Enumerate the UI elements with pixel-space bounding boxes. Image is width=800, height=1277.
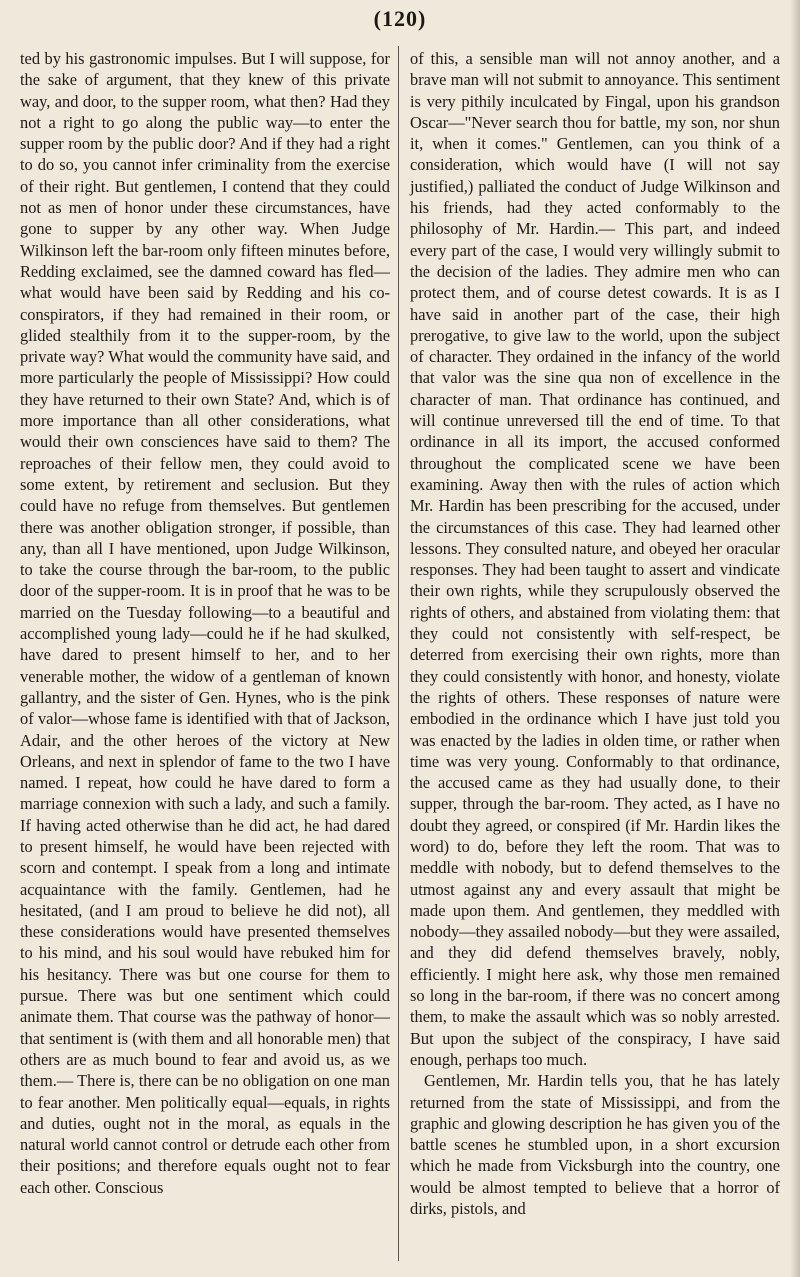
right-paragraph-1: of this, a sensible man will not annoy another, and a brave man will not submit to annoyance. This sentiment is very pithily inculcated by Fingal, upon his grandson Oscar—"Never search thou for battle, my son, nor shun it, when it comes." Gentlemen, can you think of a consideration, which would have (I will not say justified,) palliated the conduct of Judge Wilkinson and his friends, had they acted conformably to the philosophy of Mr. Hardin.— This part, and indeed every part of the case, I would very willingly submit to the decision of the ladies. They admire men who can protect them, and of course detest cowards. It is as I have said in another part of the case, their high prerogative, to give law to the world, upon the subject of character. They ordained in the infancy of the world that valor was the sine qua non of excellence in the character of man. That ordinance has continued, and will continue unreversed till the end of time. To that ordinance in all its import, the accused conformed throughout the complicated scene we have been examining. Away then with the rules of action which Mr. Hardin has been prescribing for the accused, under the circumstances of this case. They had learned other lessons. They consulted nature, and obeyed her oracular responses. They had been taught to assert and vindicate their own rights, while they scrupulously observed the rights of others, and abstained from violating them: that they could not consistently with self-respect, be deterred from exercising their own rights, more than they could consistently with honor, and honesty, violate the rights of others. These responses of nature were embodied in the ordinance which I have just told you was enacted by the ladies in olden time, or rather when time was very young. Conformably to that ordinance, the accused came as they had usually done, to their supper, through the bar-room. They acted, as I have no doubt they agreed, or conspired (if Mr. Hardin likes the word) to do, before they left the room. That was to meddle with nobody, but to defend themselves to the utmost against any and every assault that might be made upon them. And gentlemen, they meddled with nobody—they assailed nobody—but they were assailed, and they did defend themselves bravely, nobly, efficiently. I might here ask, why those men remained so long in the bar-room, if there was no concert among them, to make the assault which was so nobly arrested. But upon the subject of the conspiracy, I have said enough, perhaps too much.: [410, 49, 780, 1069]
left-column: [20, 48, 390, 1198]
left-paragraph-1: ted by his gastronomic impulses. But I will suppose, for the sake of argument, that they knew of this private way, and door, to the supper room, what then? Had they not a right to go along the public way—to enter the supper room by the public door? And if they had a right to do so, you cannot infer criminality from the exercise of their right. But gentlemen, I contend that they could not as men of honor under these circumstances, have gone to supper by any other way. When Judge Wilkinson left the bar-room only fifteen minutes before, Redding exclaimed, see the damned coward has fled—what would have been said by Redding and his co-conspirators, if they had remained in their room, or glided stealthily from it to the supper-room, by the private way? What would the community have said, and more particularly the people of Mississippi? How could they have returned to their own State? And, which is of more importance than all other considerations, what would their own consciences have said to them? The reproaches of their fellow men, they could avoid to some extent, by retirement and seclusion. But they could have no refuge from themselves. But gentlemen there was another obligation stronger, if possible, than any, than all I have mentioned, upon Judge Wilkinson, to take the course through the bar-room, to the public door of the supper-room. It is in proof that he was to be married on the Tuesday following—to a beautiful and accomplished young lady—could he if he had skulked, have dared to present himself to her, and to her venerable mother, the widow of a gentleman of known gallantry, and the sister of Gen. Hynes, who is the pink of valor—whose fame is identified with that of Jackson, Adair, and the other heroes of the victory at New Orleans, and next in splendor of fame to the two I have named. I repeat, how could he have dared to form a marriage connexion with such a lady, and such a family. If having acted otherwise than he did act, he had dared to present himself, he would have been rejected with scorn and contempt. I speak from a long and intimate acquaintance with the family. Gentlemen, had he hesitated, (and I am proud to believe he did not), all these considerations would have presented themselves to his mind, and his soul would have rebuked him for his hesitancy. There was but one course for them to pursue. There was but one sentiment which could animate them. That course was the pathway of honor—that sentiment is (with them and all honorable men) that others are as much bound to fear and avoid us, as we them.— There is, there can be no obligation on one man to fear another. Men politically equal—equals, in rights and duties, ought not in the moral, as equals in the natural world cannot control or detrude each other from their positions; and therefore equals ought not to fear each other. Conscious: [20, 49, 390, 1197]
right-paragraph-2: Gentlemen, Mr. Hardin tells you, that he has lately returned from the state of Mississippi, and from the graphic and glowing description he has given you of the battle scenes he stumbled upon, in a short excursion which he made from Vicksburgh into the country, one would be almost tempted to believe that a horror of dirks, pistols, and: [410, 1071, 780, 1219]
right-column: [410, 48, 780, 1219]
page-edge-shadow: [790, 0, 800, 1277]
page-number: (120): [373, 6, 427, 31]
column-divider: [398, 46, 399, 1261]
